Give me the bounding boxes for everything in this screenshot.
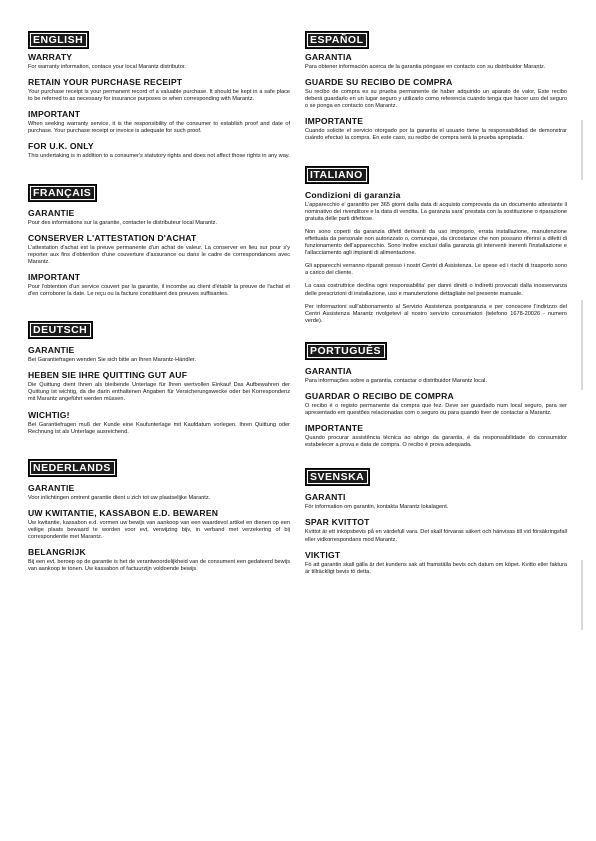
language-label: PORTUGUÊS [305,342,387,360]
paragraph: Kvittot är ett inköpsbevis på en värdefull vara. Det skall förvaras säkert och hänvisas till vid försäkringsfall eller vidkorrespondans mod Marantz. [305,529,567,543]
heading: BELANGRIJK [28,547,86,558]
paragraph: Cuando solicite el servicio otorgado por la garantia el usuario tiene la responsabilidad de demonstrar cuándo efectuó la compra. En este caso, su recibo de compra será la prueba apropiada. [305,128,567,142]
language-label: ESPAÑOL [305,31,369,49]
paragraph: Su recibo de compra es su prueba permanente de haber adquirido un aparato de valor, Este recibo deberá guardarlo en un lugar seguro y utilizarlo como referencia cuando tenga que hacer uso del seguro o se ponga en contacto con Marantz. [305,89,567,110]
heading: GARANTIE [28,207,75,218]
heading: IMPORTANTE [305,116,364,127]
heading: GARANTIE [28,482,75,493]
section-deutsch [28,320,290,436]
paragraph: Para informações sobre a garantia, contactar o distribuidor Marantz local. [305,377,487,384]
paragraph: Your purchase receipt is your permanent record of a valuable purchase. It should be kept in a safe place to be referred to as necessary for insurance purposes or when corresponding with Marantz. [28,89,290,103]
heading: GARANTI [305,492,346,503]
language-label: DEUTSCH [28,321,93,339]
section-svenska [305,467,567,575]
left-column [28,30,290,587]
heading: GARANTIA [305,365,352,376]
paragraph: Uw kwitantie, kassabon e.d. vormen uw bewijs van aankoop van een waardevol artikel en dienen op een veilige plaats bewaard te worden voor evt, verwijzing bijv, in verband met verzekering of bij correspondentie met Marantz. [28,519,290,540]
heading: WARRATY [28,52,73,62]
paragraph: This undertaking is in addition to a consumer's statutory rights and does not affect those rights in any way. [28,153,290,160]
heading: HEBEN SIE IHRE QUITTING GUT AUF [28,370,188,381]
heading: GUARDAR O RECIBO DE COMPRA [305,390,454,401]
paragraph: La casa costruttrice declina ogni responsabilita' per danni diretti o indiretti provocati dalla inosservanza delle prescrizioni di installazione, uso e manutenzione dettagliate nel presente manuale. [305,283,567,297]
paragraph: O recibo é o registo permanente da compra que fez. Deve ser guardado num local seguro, para ser apresentado em questões relacionadas com o seguro ou para quando tiver de contactar a Marantz. [305,402,567,417]
paragraph: For warranty information, contace your local Marantz distributor. [28,64,186,70]
right-column [305,30,567,590]
section-francais [28,183,290,299]
paragraph: Quando procurar assistência técnica ao abrigo da garantia, é da responsabilidade do consumidor estabelecer a prova e data de compra. O recibo é prova adequada. [305,435,567,449]
section-portugues [305,341,567,449]
paragraph: Bij een evt. beroep op de garantie is het de verantwoordelijkheid van de consument een gedateerd bewijs van aankoop te tonen. Uw kassabon of factuurzijn voldoende bewijs. [28,559,290,573]
section-english [28,30,290,161]
scan-edge-mark [581,560,583,630]
paragraph: Bei Garantiefragen wenden Sie sich bitte an Ihren Marantz-Händler. [28,357,196,364]
section-espanol [305,30,567,143]
heading: RETAIN YOUR PURCHASE RECEIPT [28,77,183,88]
section-nederlands [28,458,290,574]
language-label: ITALIANO [305,166,369,184]
heading: CONSERVER L'ATTESTATION D'ACHAT [28,232,197,243]
heading: SPAR KVITTOT [305,517,370,528]
scan-edge-mark [581,120,583,180]
paragraph: When seeking warranty service, it is the responsibility of the consumer to establish proof and date of purchase. Your purchase receipt or invoice is adequate for such proof. [28,121,290,135]
heading: Condizioni di garanzia [305,189,401,200]
paragraph: Gli apparecchi verranno riparati presso i nostri Centri di Assistenza. Le spese ed i rischi di trasporto sono a carico del cliente. [305,263,567,277]
paragraph: L'attestation d'achat est la preuve permanente d'un achat de valeur. La conserver en lieu sur pour s'y reporter aux fins d'obtention d'une couverture d'assurance ou dans le cadre de correspondances avec Marantz. [28,244,290,265]
heading: UW KWITANTIE, KASSABON E.D. BEWAREN [28,507,219,518]
heading: WICHTIG! [28,409,70,420]
paragraph: Pour des informations sur la garantie, contacter le distributeur local Marantz. [28,219,218,226]
scan-edge-mark [581,300,583,390]
paragraph: Die Quittung dient Ihnen als bleibende Unterlage für Ihren wertvollen Einkauf Das Aufbewahren der Quittung ist wichtig, da die darin enthaltenen Angaben für Versicherungswecke oder bei Korrespondenz mit Marantz angeführt werden müssen. [28,382,290,403]
heading: VIKTIGT [305,549,341,560]
paragraph: Per informazioni sull'abbonamento al Servizio Assistenza postgaranzia e per conoscere l'indirizzo del Centri Assistenza Marantz rivolgetevi al nostro servizio consumatori (telefono 1678-20026 - numero verde). [305,303,567,324]
language-label: NEDERLANDS [28,459,117,477]
heading: GARANTIA [305,52,352,62]
paragraph: Bei Garantiefragen muß der Kunde eine Kaufunterlage mit Kaufdatum vorlegen. Ihren Quittung oder Rechnung ist als Unterlage ausreichend. [28,421,290,435]
heading: IMPORTANT [28,271,81,282]
heading: IMPORTANT [28,109,81,120]
paragraph: Pour l'obtention d'un service couvert par la garantie, il incombe au client d'établir la preuve de l'achat et d'en corroborer la date. Le reçu ou la facture constituent des preuves suffisantes. [28,283,290,298]
section-italiano [305,165,567,325]
paragraph: För information om garantin, kontakta Marantz lokalagent. [305,504,449,511]
language-label: SVENSKA [305,468,370,486]
heading: GUARDE SU RECIBO DE COMPRA [305,77,453,88]
heading: GARANTIE [28,345,75,356]
paragraph: L'apparecchio e' garantito per 365 giorni dalla data di acquisto comprovata da un documento attestante il nominativo del rivenditore e la data di vendita. La garanzia sara' prestata con la sostituzione o riparazione gratuita delle parti difettose. [305,201,567,222]
heading: FOR U.K. ONLY [28,141,94,152]
heading: IMPORTANTE [305,423,364,434]
paragraph: Non sono coperti da garanzia difetti derivanti da uso improprio, errata installazione, manutenzione effettuata da personale non autorizzato o, comunque, da circostanze che non possano riferirsi a difetti di funzionamento dell'apparecchio. Sono inoltre esclusi dalla garanzia gli interventi inerenti l'installazione e l'allacciamento agli impianti di alimentazione. [305,228,567,257]
paragraph: Para obtener información acerca de la garantia póngase en contacto con su distribuidor Marantz. [305,64,546,70]
paragraph: Fö att garantin skall gälla är det kundens sak att framställa bevis och datum om köpet. Kvitto eller faktura är tillräckligt bevis tö detta. [305,561,567,575]
language-label: FRANÇAIS [28,184,97,202]
language-label: ENGLISH [28,31,89,49]
paragraph: Voor inlichtingen omtrent garantie dient u zich tot uw plaatselijke Marantz. [28,494,211,501]
